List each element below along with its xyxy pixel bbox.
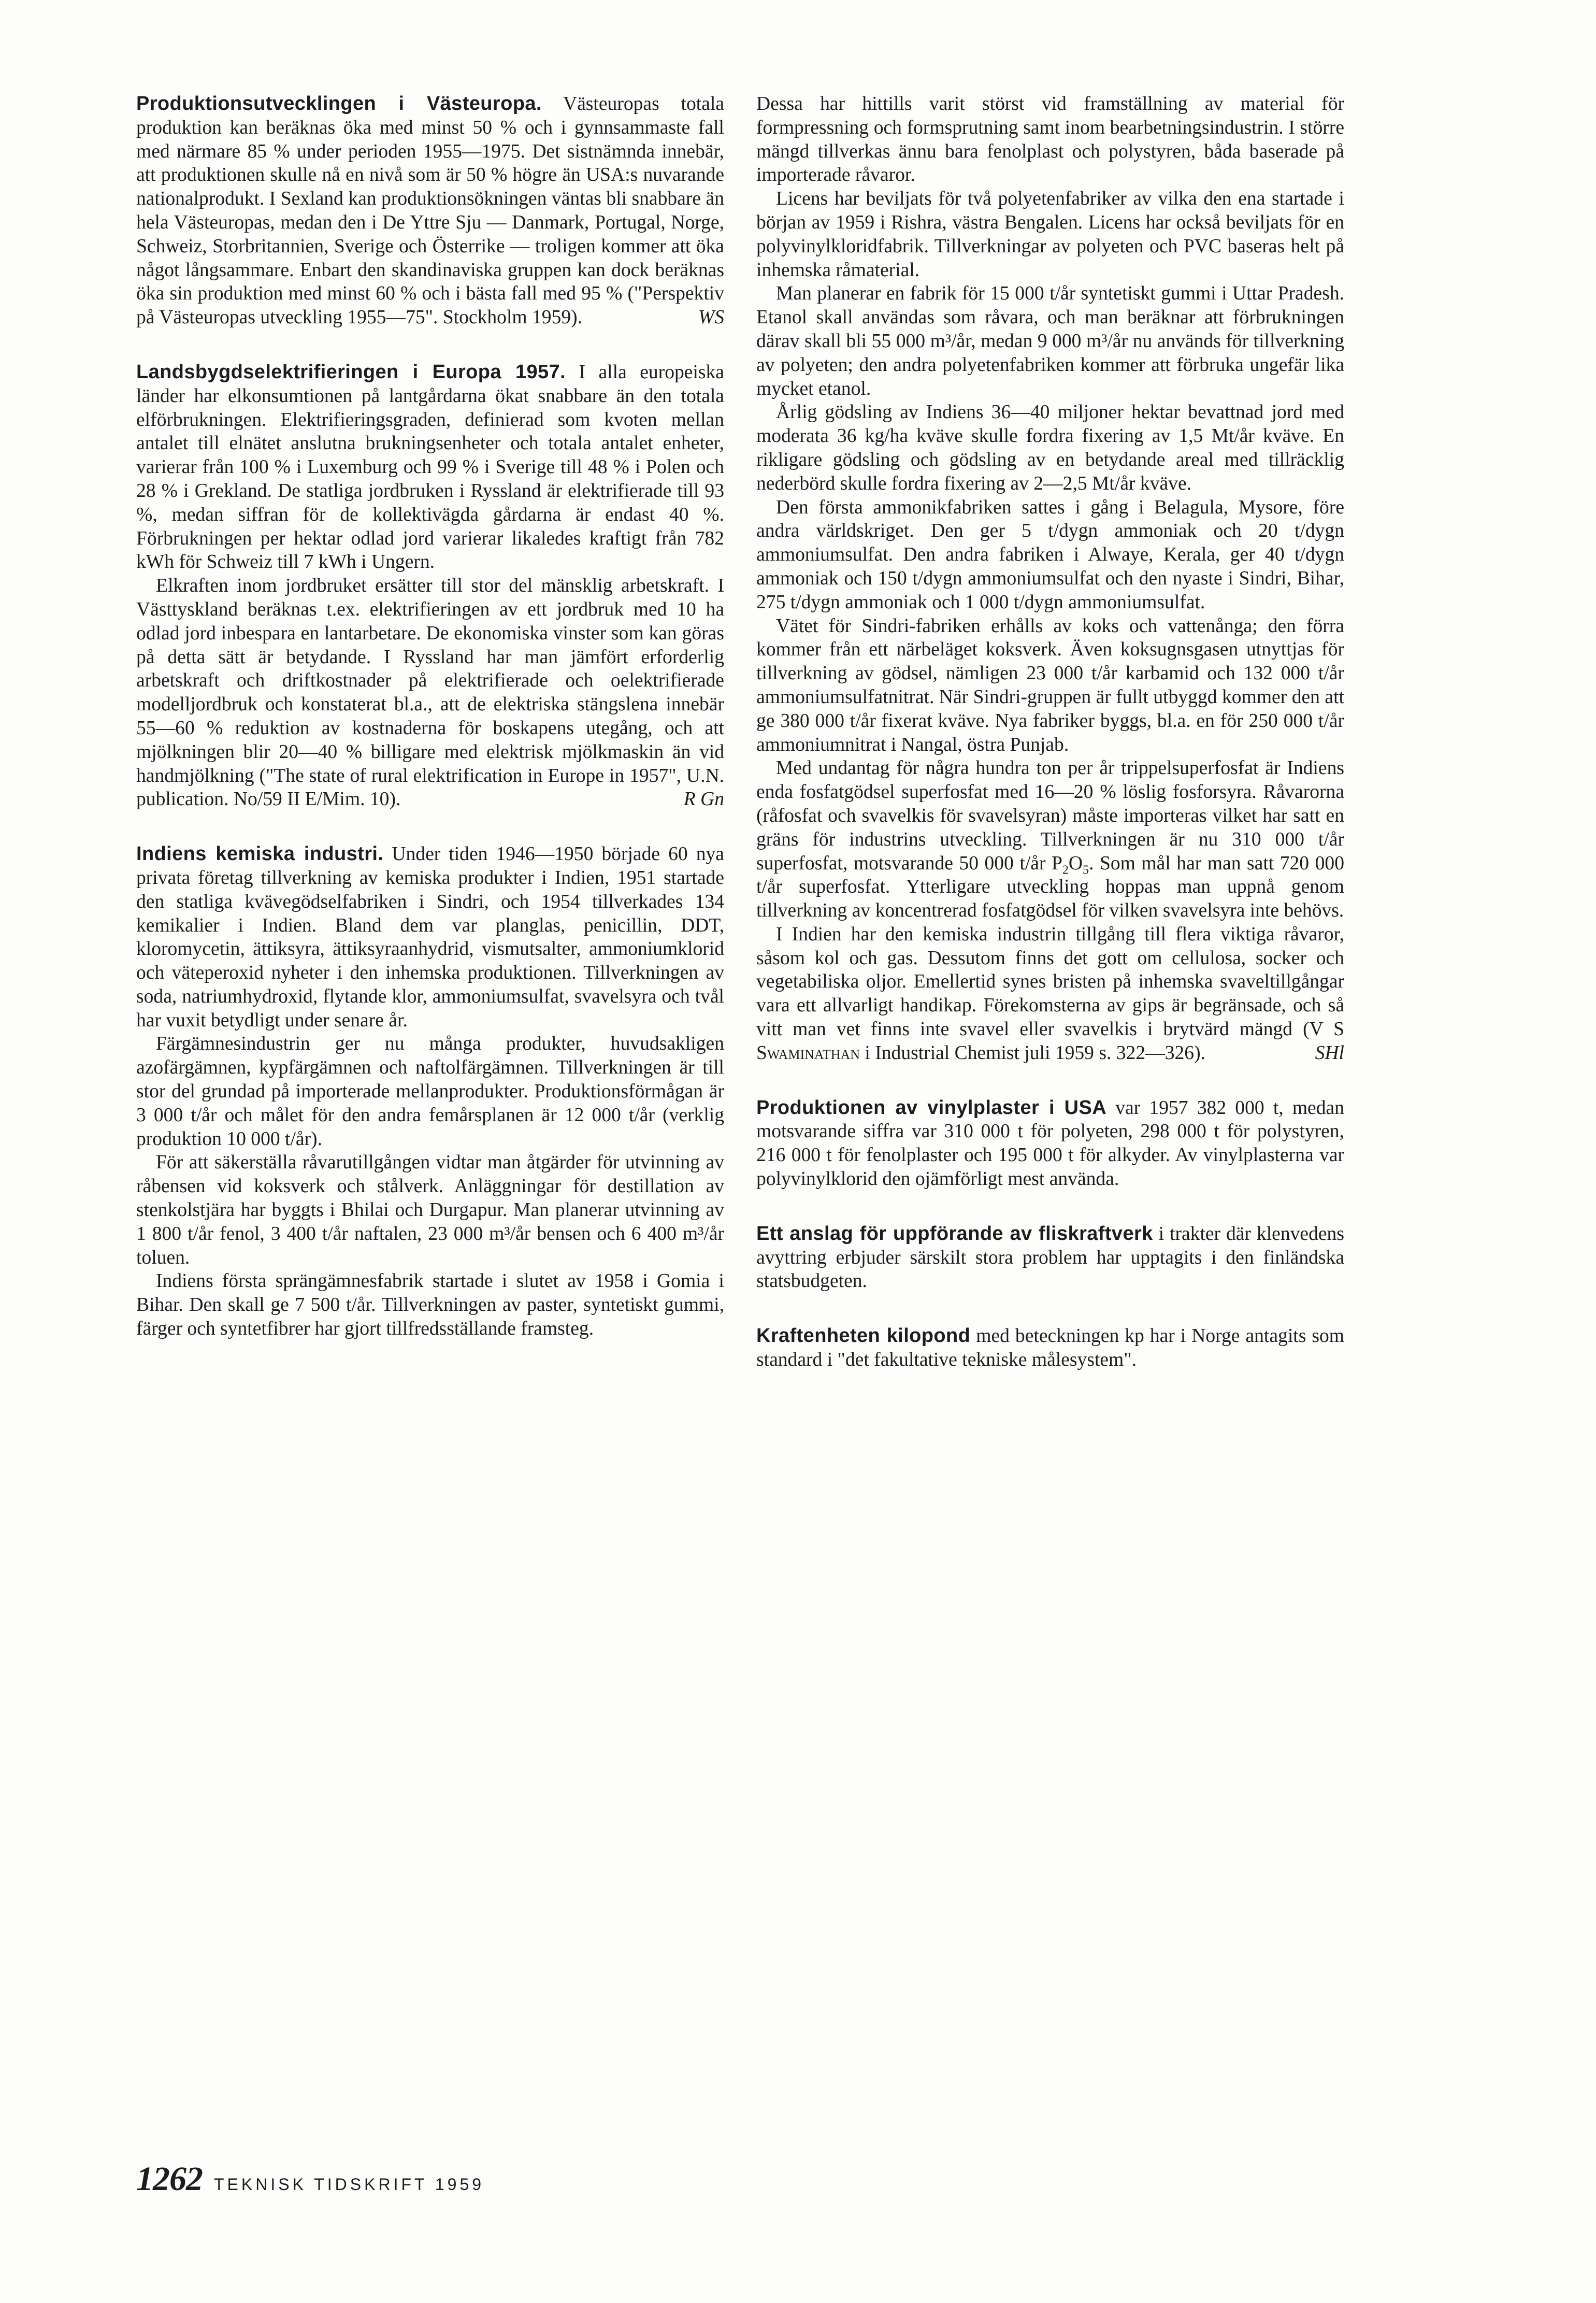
article-text: Licens har beviljats för två polyetenfabriker av vilka den ena startade i början av 1959 i Rishra, västra Bengalen. Licens har också beviljats för en polyvinylkloridfabrik. Tillverkningar av polyeten och PVC baseras helt på inhemska råmaterial. xyxy=(756,188,1344,281)
article-paragraph xyxy=(136,1269,724,1340)
article-text: i Industrial Chemist juli 1959 s. 322—326). xyxy=(860,1042,1205,1064)
article-text: Årlig gödsling av Indiens 36—40 miljoner hektar bevattnad jord med moderata 36 kg/ha kväve skulle fordra fixering av 1,5 Mt/år kväve. En rikligare gödsling och gödsling av en betydande areal med tillräcklig nederbörd skulle fordra fixering av 2—2,5 Mt/år kväve. xyxy=(756,402,1344,494)
page-number: 1262 xyxy=(136,2160,203,2198)
article-heading: Ett anslag för uppförande av fliskraftverk xyxy=(756,1222,1153,1245)
article-paragraph xyxy=(136,92,724,330)
article-paragraph xyxy=(756,1096,1344,1191)
article-kilopond xyxy=(756,1324,1344,1372)
article-text: Man planerar en fabrik för 15 000 t/år syntetiskt gummi i Uttar Pradesh. Etanol skall användas som råvara, och man beräknar att förbrukningen därav skall bli 55 000 m³/år, medan 9 000 m³/år nu används för tillverkning av polyeten; den andra polyetenfabriken kommer att förbruka ungefär lika mycket etanol. xyxy=(756,283,1344,399)
article-text: Vätet för Sindri-fabriken erhålls av koks och vattenånga; den förra kommer från ett närbeläget koksverk. Även koksugnsgasen utnyttjas för tillverkning av gödsel, nämligen 23 000 t/år karbamid och 132 000 t/år ammoniumsulfatnitrat. När Sindri-gruppen är fullt utbyggd kommer den att ge 380 000 t/år fixerat kväve. Nya fabriker byggs, bl.a. en för 250 000 t/år ammoniumnitrat i Nangal, östra Punjab. xyxy=(756,615,1344,755)
article-paragraph xyxy=(756,400,1344,495)
article-text: Med undantag för några hundra ton per år trippelsuperfosfat är Indiens enda fosfatgödsel superfosfat med 16—20 % löslig fosforsyra. Råvarorna (råfosfat och svavelkis för svavelsyran) måste importeras vilket har satt en gräns för industrins utveckling. Tillverkningen är nu 310 000 t/år superfosfat, motsvarande 50 000 t/år P xyxy=(756,757,1344,874)
article-text: Dessa har hittills varit störst vid framställning av material för formpressning och formsprutning samt inom bearbetningsindustrin. I större mängd tillverkas ännu bara fenolplast och polystyren, båda baserade på importerade råvaror. xyxy=(756,93,1344,186)
article-indien-kemi-continued xyxy=(756,92,1344,1065)
article-landsbygd xyxy=(136,361,724,811)
article-text: Den första ammonikfabriken sattes i gång i Belagula, Mysore, före andra världskriget. Den ger 5 t/dygn ammoniak och 20 t/dygn ammoniumsulfat. Den andra fabriken i Alwaye, Kerala, ger 40 t/dygn ammoniak och 150 t/dygn ammoniumsulfat och den nyaste i Sindri, Bihar, 275 t/dygn ammoniak och 1 000 t/dygn ammoniumsulfat. xyxy=(756,496,1344,613)
article-vinylplaster xyxy=(756,1096,1344,1191)
article-text: I alla europeiska länder har elkonsumtionen på lantgårdarna ökat snabbare än den totala elförbrukningen. Elektrifieringsgraden, definierad som kvoten mellan antalet till elnätet anslutna brukningsenheter och totala antalet enheter, varierar från 100 % i Luxemburg och 99 % i Sverige till 48 % i Polen och 28 % i Grekland. De statliga jordbruken i Ryssland är elektrifierade till 93 %, medan siffran för de kollektivägda gårdarna är endast 40 %. Förbrukningen per hektar odlad jord varierar likaledes kraftigt från 782 kWh för Schweiz till 7 kWh i Ungern. xyxy=(136,361,724,573)
article-text: med beteckningen kp har i Norge antagits som standard i "det fakultative tekniske målesystem". xyxy=(756,1325,1344,1371)
article-indien-kemi xyxy=(136,842,724,1341)
article-heading: Produktionsutvecklingen i Västeuropa. xyxy=(136,93,542,115)
left-column xyxy=(136,92,724,1372)
journal-title: TEKNISK TIDSKRIFT 1959 xyxy=(214,2175,485,2194)
article-heading: Landsbygdselektrifieringen i Europa 1957. xyxy=(136,361,566,383)
page-footer xyxy=(136,2159,758,2206)
article-text: I Indien har den kemiska industrin tillgång till flera viktiga råvaror, såsom kol och gas. Dessutom finns det gott om cellulosa, socker och vegetabiliska oljor. Emellertid synes bristen på inhemska svaveltillgångar vara ett allvarligt handikap. Förekomsterna av gips är begränsade, och så vitt man vet finns inte svavel eller svavelkis i brytvärd mängd (V S xyxy=(756,923,1344,1040)
right-column xyxy=(756,92,1344,1403)
article-heading: Produktionen av vinylplaster i USA xyxy=(756,1096,1107,1119)
article-paragraph xyxy=(136,361,724,574)
author-signature: R Gn xyxy=(683,789,724,810)
article-text: . Som mål har man satt 720 000 t/år superfosfat. Ytterligare utveckling hoppas man uppnå genom tillverkning av koncentrerad fosfatgödsel för vilken svavelsyra inte behövs. xyxy=(756,852,1344,922)
article-text: Färgämnesindustrin ger nu många produkter, huvudsakligen azofärgämnen, kypfärgämnen och naftolfärgämnen. Tillverkningen är till stor del grundad på importerade mellanprodukter. Produktionsförmågan är 3 000 t/år och målet för den andra femårsplanen är 12 000 t/år (verklig produktion 10 000 t/år). xyxy=(136,1033,724,1150)
article-text: Under tiden 1946—1950 började 60 nya privata företag tillverkning av kemiska produkter i Indien, 1951 startade den statliga kvävegödselfabriken i Sindri, och 1954 tillverkades 134 kemikalier i Indien. Bland dem var planglas, penicillin, DDT, kloromycetin, ättiksyra, ättiksyraanhydrid, vismutsalter, ammoniumklorid och väteperoxid nyheter i den inhemska produktionen. Tillverkningen av soda, natriumhydroxid, flytande klor, ammoniumsulfat, svavelsyra och tvål har vuxit betydligt under senare år. xyxy=(136,843,724,1031)
article-paragraph xyxy=(136,842,724,1032)
article-paragraph xyxy=(756,614,1344,757)
article-paragraph xyxy=(136,1032,724,1151)
chemical-subscript: 2 xyxy=(1062,863,1069,877)
article-text: Västeuropas totala produktion kan beräknas öka med minst 50 % och i gynnsammaste fall med närmare 85 % under perioden 1955—1975. Det sistnämnda innebär, att produktionen skulle nå en nivå som är 50 % högre än USA:s nuvarande nationalprodukt. I Sexland kan produktionsökningen väntas bli snabbare än hela Västeuropas, medan den i De Yttre Sju — Danmark, Portugal, Norge, Schweiz, Storbritannien, Sverige och Österrike — troligen kommer att öka något långsammare. Enbart den skandinaviska gruppen kan dock beräknas öka sin produktion med minst 60 % och i bästa fall med 95 % ("Perspektiv på Västeuropas utveckling 1955—75". Stockholm 1959). xyxy=(136,93,725,328)
article-text: För att säkerställa råvarutillgången vidtar man åtgärder för utvinning av råbensen vid koksverk och stålverk. Anläggningar för destillation av stenkolstjära har byggts i Bhilai och Durgapur. Man planerar utvinning av 1 800 t/år fenol, 3 400 t/år naftalen, 23 000 m³/år bensen och 6 400 m³/år toluen. xyxy=(136,1152,724,1268)
article-paragraph xyxy=(756,756,1344,923)
article-text: i trakter där klenvedens avyttring erbjuder särskilt stora problem har upptagits i den finländska statsbudgeten. xyxy=(756,1223,1344,1292)
article-paragraph xyxy=(756,1222,1344,1293)
article-paragraph xyxy=(136,1151,724,1269)
article-paragraph xyxy=(136,574,724,811)
article-paragraph xyxy=(756,1324,1344,1372)
article-paragraph xyxy=(756,282,1344,400)
article-heading: Kraftenheten kilopond xyxy=(756,1325,971,1347)
cited-author: Swaminathan xyxy=(756,1042,860,1064)
author-signature: WS xyxy=(698,307,724,328)
article-paragraph xyxy=(756,496,1344,614)
author-signature: SHl xyxy=(1315,1042,1344,1064)
chemical-subscript: 5 xyxy=(1083,863,1089,877)
article-text: O xyxy=(1068,852,1083,874)
article-heading: Indiens kemiska industri. xyxy=(136,843,384,865)
article-paragraph xyxy=(756,187,1344,282)
article-fliskraftverk xyxy=(756,1222,1344,1293)
article-text: Indiens första sprängämnesfabrik startade i slutet av 1958 i Gomia i Bihar. Den skall ge 7 500 t/år. Tillverkningen av paster, syntetiskt gummi, färger och syntetfibrer har gjort tillfredsställande framsteg. xyxy=(136,1270,724,1340)
article-text: Elkraften inom jordbruket ersätter till stor del mänsklig arbetskraft. I Västtyskland beräknas t.ex. elektrifieringen av ett jordbruk med 10 ha odlad jord inbespara en lantarbetare. De ekonomiska vinster som kan göras på detta sätt är betydande. I Ryssland har man jämfört erforderlig arbetskraft och driftkostnader på elektrifierade och oelektrifierade modelljordbruk och konstaterat bl.a., att de elektriska stängslena innebär 55—60 % reduktion av kostnaderna för boskapens utegång, och att mjölkningen blir 20—40 % billigare med elektrisk mjölkmaskin än vid handmjölkning ("The state of rural elektrification in Europe in 1957", U.N. publication. No/59 II E/Mim. 10). xyxy=(136,575,724,810)
article-paragraph xyxy=(756,923,1344,1065)
article-vasteuropa xyxy=(136,92,724,330)
article-text: var 1957 382 000 t, medan motsvarande siffra var 310 000 t för polyeten, 298 000 t för polystyren, 216 000 t för fenolplaster och 195 000 t för alkyder. Av vinylplasterna var polyvinylklorid den ojämförligt mest använda. xyxy=(756,1097,1344,1190)
article-paragraph xyxy=(756,92,1344,187)
